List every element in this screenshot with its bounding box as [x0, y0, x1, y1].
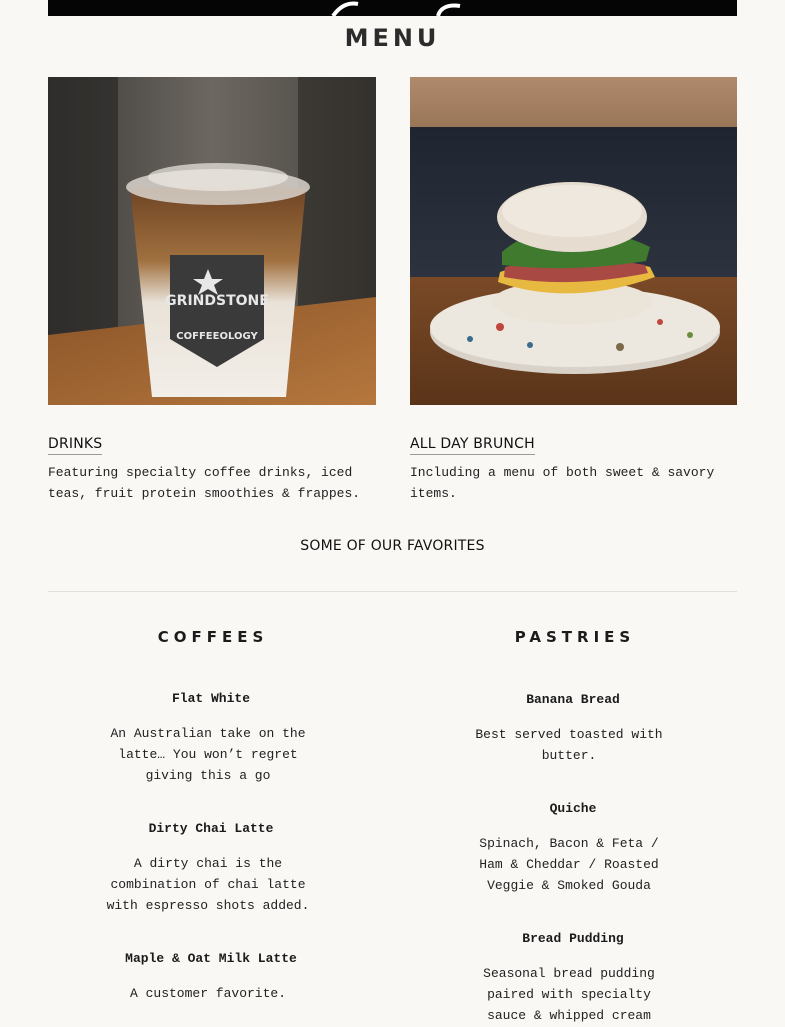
menu-item-description: Spinach, Bacon & Feta / Ham & Cheddar / Roasted Veggie & Smoked Gouda — [479, 836, 659, 893]
menu-item-name: Quiche — [549, 801, 597, 816]
menu-item-description: A dirty chai is the combination of chai latte with espresso shots added. — [106, 856, 310, 913]
hero-banner-strip — [48, 0, 737, 16]
favorites-heading: SOME OF OUR FAVORITES — [300, 538, 485, 554]
menu-item-description: Seasonal bread pudding paired with specialty sauce & whipped cream — [483, 966, 655, 1023]
menu-item-name: Flat White — [171, 691, 250, 706]
divider — [48, 591, 737, 592]
menu-item-description: A customer favorite. — [129, 986, 287, 1001]
menu-item-name: Dirty Chai Latte — [148, 821, 274, 836]
drinks-link[interactable]: DRINKS — [48, 436, 102, 455]
drinks-description: Featuring specialty coffee drinks, iced teas, fruit protein smoothies & frappes. — [48, 465, 361, 501]
menu-item-description: An Australian take on the latte… You won’t regret giving this a go — [110, 726, 306, 783]
svg-text:GRINDSTONE: GRINDSTONE — [165, 293, 269, 309]
all-day-brunch-link[interactable]: ALL DAY BRUNCH — [410, 436, 535, 455]
menu-item-description: Best served toasted with butter. — [475, 727, 663, 763]
brunch-photo[interactable] — [410, 77, 737, 405]
brunch-description: Including a menu of both sweet & savory items. — [410, 465, 715, 501]
svg-text:COFFEEOLOGY: COFFEEOLOGY — [176, 331, 258, 342]
menu-item-name: Banana Bread — [526, 692, 620, 707]
page-title: MENU — [344, 24, 441, 52]
pastries-heading: PASTRIES — [514, 628, 636, 646]
menu-item-name: Bread Pudding — [522, 931, 624, 946]
coffees-heading: COFFEES — [157, 628, 269, 646]
drinks-photo[interactable] — [48, 77, 376, 405]
menu-item-name: Maple & Oat Milk Latte — [125, 951, 297, 966]
